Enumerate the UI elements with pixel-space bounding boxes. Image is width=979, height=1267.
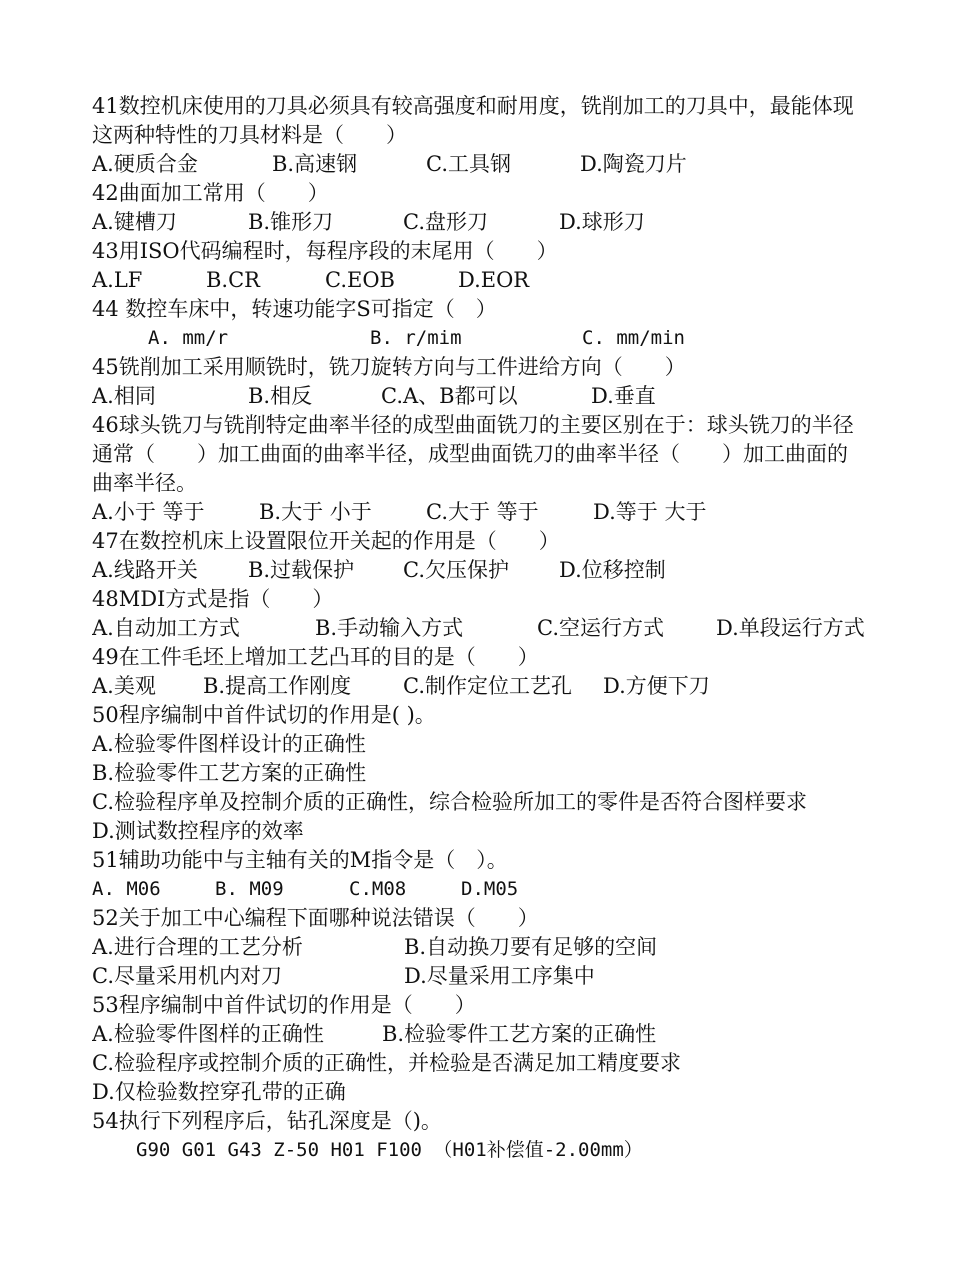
q47-option-b: B.过载保护 [248, 558, 355, 582]
q45-option-b: B.相反 [248, 384, 313, 408]
q44-option-b: B. r/mim [370, 327, 462, 349]
q48-option-d: D.单段运行方式 [716, 616, 865, 640]
question-42-options [92, 208, 912, 237]
q44-option-a: A. mm/r [148, 327, 229, 349]
question-51: 51辅助功能中与主轴有关的M指令是（ ）。 [92, 848, 508, 872]
q43-option-d: D.EOR [458, 268, 530, 292]
question-41-line2: 这两种特性的刀具材料是（ ） [92, 123, 407, 147]
q42-option-d: D.球形刀 [559, 210, 645, 234]
q52-option-b: B.自动换刀要有足够的空间 [404, 935, 658, 959]
question-52-options-ab [92, 933, 912, 962]
question-52: 52关于加工中心编程下面哪种说法错误（ ） [92, 906, 539, 930]
q41-option-a: A.硬质合金 [92, 152, 198, 176]
question-43: 43用ISO代码编程时，每程序段的末尾用（ ） [92, 239, 558, 263]
question-41-line1: 41数控机床使用的刀具必须具有较高强度和耐用度，铣削加工的刀具中，最能体现 [92, 94, 854, 118]
q49-option-a: A.美观 [92, 674, 156, 698]
q42-option-a: A.键槽刀 [92, 210, 177, 234]
q45-option-c: C.A、B都可以 [381, 384, 518, 408]
question-52-options-cd [92, 962, 912, 991]
q42-option-b: B.锥形刀 [248, 210, 334, 234]
question-46-options [92, 498, 912, 527]
q51-option-c: C.M08 [349, 878, 407, 900]
q41-option-c: C.工具钢 [426, 152, 511, 176]
q51-option-b: B. M09 [215, 878, 284, 900]
question-44-options [92, 324, 912, 353]
q48-option-b: B.手动输入方式 [315, 616, 464, 640]
question-51-options [92, 875, 912, 904]
q41-option-b: B.高速钢 [272, 152, 358, 176]
q46-option-c: C.大于 等于 [426, 500, 539, 524]
q47-option-d: D.位移控制 [559, 558, 666, 582]
q50-option-d: D.测试数控程序的效率 [92, 819, 304, 843]
question-45-options [92, 382, 912, 411]
q52-option-a: A.进行合理的工艺分析 [92, 935, 303, 959]
q46-option-a: A.小于 等于 [92, 500, 205, 524]
q47-option-c: C.欠压保护 [403, 558, 509, 582]
q49-option-c: C.制作定位工艺孔 [403, 674, 572, 698]
q42-option-c: C.盘形刀 [403, 210, 488, 234]
question-48-options [92, 614, 912, 643]
question-53: 53程序编制中首件试切的作用是（ ） [92, 993, 476, 1017]
q49-option-d: D.方便下刀 [603, 674, 710, 698]
question-49-options [92, 672, 912, 701]
q45-option-d: D.垂直 [591, 384, 656, 408]
q50-option-b: B.检验零件工艺方案的正确性 [92, 761, 367, 785]
q46-option-d: D.等于 大于 [593, 500, 707, 524]
question-47: 47在数控机床上设置限位开关起的作用是（ ） [92, 529, 560, 553]
question-47-options [92, 556, 912, 585]
q53-option-c: C.检验程序或控制介质的正确性，并检验是否满足加工精度要求 [92, 1051, 681, 1075]
q51-option-d: D.M05 [461, 878, 519, 900]
q52-option-d: D.尽量采用工序集中 [404, 964, 595, 988]
question-46-line3: 曲率半径。 [92, 471, 197, 495]
q43-option-b: B.CR [206, 268, 260, 292]
question-48: 48MDI方式是指（ ） [92, 587, 334, 611]
question-46-line1: 46球头铣刀与铣削特定曲率半径的成型曲面铣刀的主要区别在于：球头铣刀的半径 [92, 413, 854, 437]
question-46-line2: 通常（ ）加工曲面的曲率半径，成型曲面铣刀的曲率半径（ ）加工曲面的 [92, 442, 848, 466]
question-44: 44 数控车床中，转速功能字S可指定（ ） [92, 297, 497, 321]
q51-option-a: A. M06 [92, 878, 161, 900]
question-49: 49在工件毛坯上增加工艺凸耳的目的是（ ） [92, 645, 539, 669]
question-54: 54执行下列程序后，钻孔深度是（)。 [92, 1109, 442, 1133]
q53-option-a: A.检验零件图样的正确性 [92, 1022, 324, 1046]
q50-option-a: A.检验零件图样设计的正确性 [92, 732, 366, 756]
q50-option-c: C.检验程序单及控制介质的正确性，综合检验所加工的零件是否符合图样要求 [92, 790, 807, 814]
q43-option-a: A.LF [92, 268, 143, 292]
q46-option-b: B.大于 小于 [259, 500, 372, 524]
question-43-options [92, 266, 912, 295]
question-42: 42曲面加工常用（ ） [92, 181, 329, 205]
q53-option-d: D.仅检验数控穿孔带的正确 [92, 1080, 346, 1104]
question-45: 45铣削加工采用顺铣时，铣刀旋转方向与工件进给方向（ ） [92, 355, 686, 379]
question-50: 50程序编制中首件试切的作用是( )。 [92, 703, 436, 727]
q54-program-code: G90 G01 G43 Z-50 H01 F100 （H01补偿值-2.00mm） [136, 1139, 643, 1161]
question-list [92, 92, 912, 1165]
q45-option-a: A.相同 [92, 384, 156, 408]
q53-option-b: B.检验零件工艺方案的正确性 [382, 1022, 657, 1046]
q49-option-b: B.提高工作刚度 [203, 674, 352, 698]
q47-option-a: A.线路开关 [92, 558, 198, 582]
q52-option-c: C.尽量采用机内对刀 [92, 964, 282, 988]
q48-option-a: A.自动加工方式 [92, 616, 240, 640]
question-41-options [92, 150, 912, 179]
q43-option-c: C.EOB [325, 268, 395, 292]
question-53-options-ab [92, 1020, 912, 1049]
q41-option-d: D.陶瓷刀片 [580, 152, 687, 176]
q48-option-c: C.空运行方式 [537, 616, 664, 640]
q44-option-c: C. mm/min [582, 327, 685, 349]
